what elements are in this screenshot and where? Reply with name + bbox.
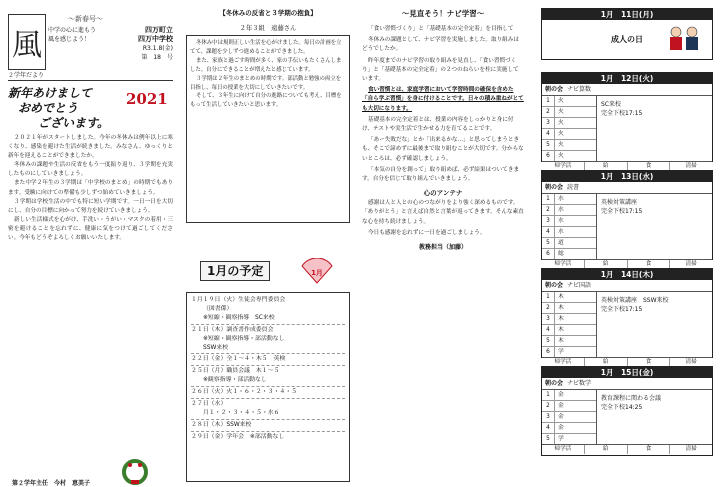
schedule-line: ２５日（月）職員会議 木１～５ xyxy=(191,368,280,375)
greeting-line-3: ございます。 xyxy=(38,116,110,130)
period-list xyxy=(542,194,597,259)
reflection-paragraph: そして、３年生に向けて自分の進路についても考え、目標をもって生活していきたいと思います。 xyxy=(190,93,342,109)
day-footer: 帰学活 給 食 清掃 xyxy=(542,357,712,367)
period-row: 4 水 xyxy=(542,227,596,238)
navi-paragraph: 「あー失敗だな」とか「出来るかな…」と思ってしまうときも、そこで諦めずに最後まで取り組むことが大切です。分からないところは、必ず確認しましょう。 xyxy=(362,137,524,162)
column-1-paragraph: ３学期は学校生活の中でも特に短い学期です。一日一日を大切にし、自分の目標に向かって努力を続けていきましょう。 xyxy=(8,198,173,214)
schedule-subline: 月１・２・３・４・５・水６ xyxy=(203,409,280,416)
period-list xyxy=(542,96,597,161)
navi-paragraph: 昨年度までのナビ学習の取り組みを見直し、「食い習慣づくり」と「基礎基本の完全定着」の２つのねらいを柱に実施しています。 xyxy=(362,57,519,83)
antenna-paragraph: 感謝は人と人との心のつながりをより強く深めるものです。「ありがとう」と言えば自然と言葉が返ってきます。そんな素直な心を持ち続けましょう。 xyxy=(362,200,524,225)
antenna-heading: 心のアンテナ xyxy=(423,189,463,198)
period-row: 6 総 xyxy=(542,249,596,259)
schedule-line: ２７日（水） xyxy=(191,401,227,408)
period-row: 4 木 xyxy=(542,325,596,336)
navi-paragraph: 「食い習慣づくり」と「基礎基本の完全定着」を目指して xyxy=(368,26,514,32)
period-row: 3 木 xyxy=(542,314,596,325)
title-char: 風 xyxy=(12,28,42,63)
reflection-paragraph: 冬休み中は規則正しい生活を心がけました。毎日の計画を立てて、課題を少しずつ進めることができました。 xyxy=(190,40,342,55)
antenna-body xyxy=(362,199,524,238)
column-2 xyxy=(186,8,350,483)
period-list xyxy=(542,390,597,444)
day-footer: 帰学活 給 食 清掃 xyxy=(542,161,712,171)
period-row: 1 木 xyxy=(542,292,596,303)
schedule-heading-text: 1月の予定 xyxy=(200,261,270,281)
day-header: 1月 14日(木) xyxy=(542,269,712,280)
school-name: 四万中学校 xyxy=(138,35,173,43)
period-grid xyxy=(542,194,712,259)
period-grid xyxy=(542,96,712,161)
greeting-line-1: 新年あけまして xyxy=(8,86,93,100)
holiday-name: 成人の日 xyxy=(611,34,643,44)
morning-activity: 朝の会 読書 xyxy=(542,182,712,194)
period-row: 5 木 xyxy=(542,336,596,347)
navi-paragraph: 冬休みの課題として、ナビ学習を実施しました。取り組みはどうでしたか。 xyxy=(362,37,519,53)
morning-activity xyxy=(542,84,712,96)
reflection-box xyxy=(186,35,350,223)
morning-activity: 朝の会 ナビ数学 xyxy=(542,378,712,390)
issue-number: 第 18 号 xyxy=(141,54,173,61)
reflection-paragraph: また、家族と過ごす時間が多く、家の手伝いもたくさんしました。自分にできることが増えたと感じています。 xyxy=(190,57,342,73)
greeting-line-2: おめでとう xyxy=(18,101,79,115)
new-year-greeting xyxy=(8,86,109,131)
title-logo xyxy=(8,14,46,70)
school-town: 四万町立 xyxy=(145,26,173,34)
day-header: 1月 11日(月) xyxy=(542,9,712,20)
day-note: SC来校 完全下校17:15 xyxy=(601,101,643,117)
period-row: 3 金 xyxy=(542,412,596,423)
period-row: 4 金 xyxy=(542,423,596,434)
period-row: 2 火 xyxy=(542,107,596,118)
new-year-wreath-icon xyxy=(120,456,150,486)
holiday-label xyxy=(542,20,712,58)
schedule-line: ２１日（木）調査書作成委員会 xyxy=(191,326,274,333)
issue-date: R3.1.8(金) xyxy=(142,45,173,52)
period-row: 6 学 xyxy=(542,347,596,357)
period-row: 1 金 xyxy=(542,390,596,401)
month-fan-label: 1月 xyxy=(311,269,323,277)
schedule-line: ２９日（金）学年会 ※部活動なし xyxy=(191,433,285,440)
meta-line-1: 中学の心に進もう xyxy=(48,27,97,34)
column-1-paragraph: 冬休みの課題や生活の反省をもう一度振り返り、３学期を充実したものにしていきましょう。 xyxy=(8,162,173,178)
schedule-line: ２８日（木）SSW来校 xyxy=(191,421,252,428)
day-footer: 帰学活 給 食 清掃 xyxy=(542,259,712,269)
morning-activity: 朝の会 ナビ国語 xyxy=(542,280,712,292)
period-row: 1 水 xyxy=(542,194,596,205)
year-mark: 2021 xyxy=(126,90,168,108)
period-row: 2 水 xyxy=(542,205,596,216)
navi-paragraph-emphasis: 食い習慣とは、家庭学習において学習時間の確保を含めた「自ら学ぶ習慣」を身に付けることです。日々の積み重ねがとても大切になります。 xyxy=(362,87,524,112)
day-header: 1月 12日(火) xyxy=(542,73,712,84)
schedule-subline: SSW来校 xyxy=(203,344,229,351)
column-1-body xyxy=(8,134,173,243)
period-row: 3 火 xyxy=(542,118,596,129)
weekly-timetable xyxy=(541,8,713,483)
meta-line-2: 風を感じよう！ xyxy=(48,36,91,43)
schedule-line: ２６日（火）火１・６・２・３・４・５ xyxy=(191,389,298,396)
period-row: 6 火 xyxy=(542,151,596,161)
day-block xyxy=(541,170,713,267)
period-row: 2 金 xyxy=(542,401,596,412)
newsletter-subtitle: ２学年だより xyxy=(8,72,45,79)
day-block xyxy=(541,72,713,169)
period-row: 5 火 xyxy=(542,140,596,151)
period-row: 1 火 xyxy=(542,96,596,107)
morning-label: 朝の会 xyxy=(545,86,564,93)
column-1 xyxy=(8,8,173,487)
schedule-subline: ※短縮・観察指導 SC来校 xyxy=(203,314,275,321)
masthead xyxy=(8,8,173,81)
column-1-signoff: 第２学年主任 今村 恵美子 xyxy=(12,480,91,487)
month-fan-icon xyxy=(300,258,334,284)
navi-body xyxy=(362,25,524,184)
schedule-list xyxy=(186,292,350,482)
navi-title: ～見直そう！ナビ学習～ xyxy=(401,9,485,18)
day-block xyxy=(541,366,713,456)
period-grid xyxy=(542,390,712,444)
issue-slogan: ～新春号～ xyxy=(68,15,103,23)
schedule-line: １月１９日（火）生徒会専門委員会 xyxy=(191,297,286,303)
schedule-line: ２２日（金）全１～４・木５ 英検 xyxy=(191,356,286,363)
period-row: 4 火 xyxy=(542,129,596,140)
navi-signature: 教務担当（加藤） xyxy=(418,244,467,252)
day-footer: 帰学活 給 食 清掃 xyxy=(542,444,712,454)
day-note: 英検対策講座 完全下校17:15 xyxy=(601,199,643,215)
period-row: 3 水 xyxy=(542,216,596,227)
reflection-paragraph: ３学期は２年生のまとめの時期です。部活動と勉強の両立を目指し、毎日の授業を大切にしていきたいです。 xyxy=(190,75,342,91)
day-block xyxy=(541,268,713,365)
day-note: 英検対策講座 SSW来校 完全下校17:15 xyxy=(601,297,669,313)
column-3 xyxy=(362,8,524,483)
day-block-holiday xyxy=(541,8,713,60)
column-1-paragraph: 新しい生活様式を心がけ、手洗い・うがい・マスクの着用・三密を避けることを忘れずに、健康に気をつけて過ごしてください。今年もどうぞよろしくお願いいたします。 xyxy=(8,216,173,242)
period-row: 2 木 xyxy=(542,303,596,314)
day-header: 1月 15日(金) xyxy=(542,367,712,378)
column-1-paragraph: ２０２１年がスタートしました。今年の冬休みは例年以上に寒くなり、感染を避けた生活が続きました。みなさん、ゆっくりと新年を迎えることができましたか。 xyxy=(8,135,173,160)
schedule-subline: ※短縮・観察指導・部活動なし xyxy=(203,335,285,342)
day-header: 1月 13日(水) xyxy=(542,171,712,182)
navi-paragraph: 「本気の自分を創って」取り組めば、必ず結果はついてきます。自分を信じて取り組んでいきましょう。 xyxy=(362,166,520,183)
schedule-subline: ※観察指導・部活動なし xyxy=(203,377,267,384)
day-note: 教育課程に関わる会議 完全下校14:25 xyxy=(601,395,662,411)
reflection-author: ２年３組 遠藤さん xyxy=(239,25,297,32)
period-grid xyxy=(542,292,712,357)
schedule-heading xyxy=(200,262,270,279)
period-row: 5 道 xyxy=(542,238,596,249)
period-list xyxy=(542,292,597,357)
paper-meta xyxy=(48,26,173,62)
column-1-paragraph: また中学２年生の３学期は「中学校のまとめ」の時期でもあります。受験に向けての準備も少しずつ始めていきましょう。 xyxy=(8,180,173,196)
coming-of-age-icon xyxy=(664,24,704,52)
schedule-subline: （図書係） xyxy=(203,305,233,312)
reflection-title: 【冬休みの反省と３学期の抱負】 xyxy=(219,9,317,17)
closing-paragraph: 今日も感謝を忘れずに一日を過ごしましょう。 xyxy=(368,229,486,236)
period-row: 5 学 xyxy=(542,434,596,444)
navi-paragraph: 基礎基本の完全定着とは、授業の内容をしっかりと身に付け、テストや実生活で生かせる力を育てることです。 xyxy=(362,116,514,133)
morning-value: ナビ算数 xyxy=(567,86,592,93)
